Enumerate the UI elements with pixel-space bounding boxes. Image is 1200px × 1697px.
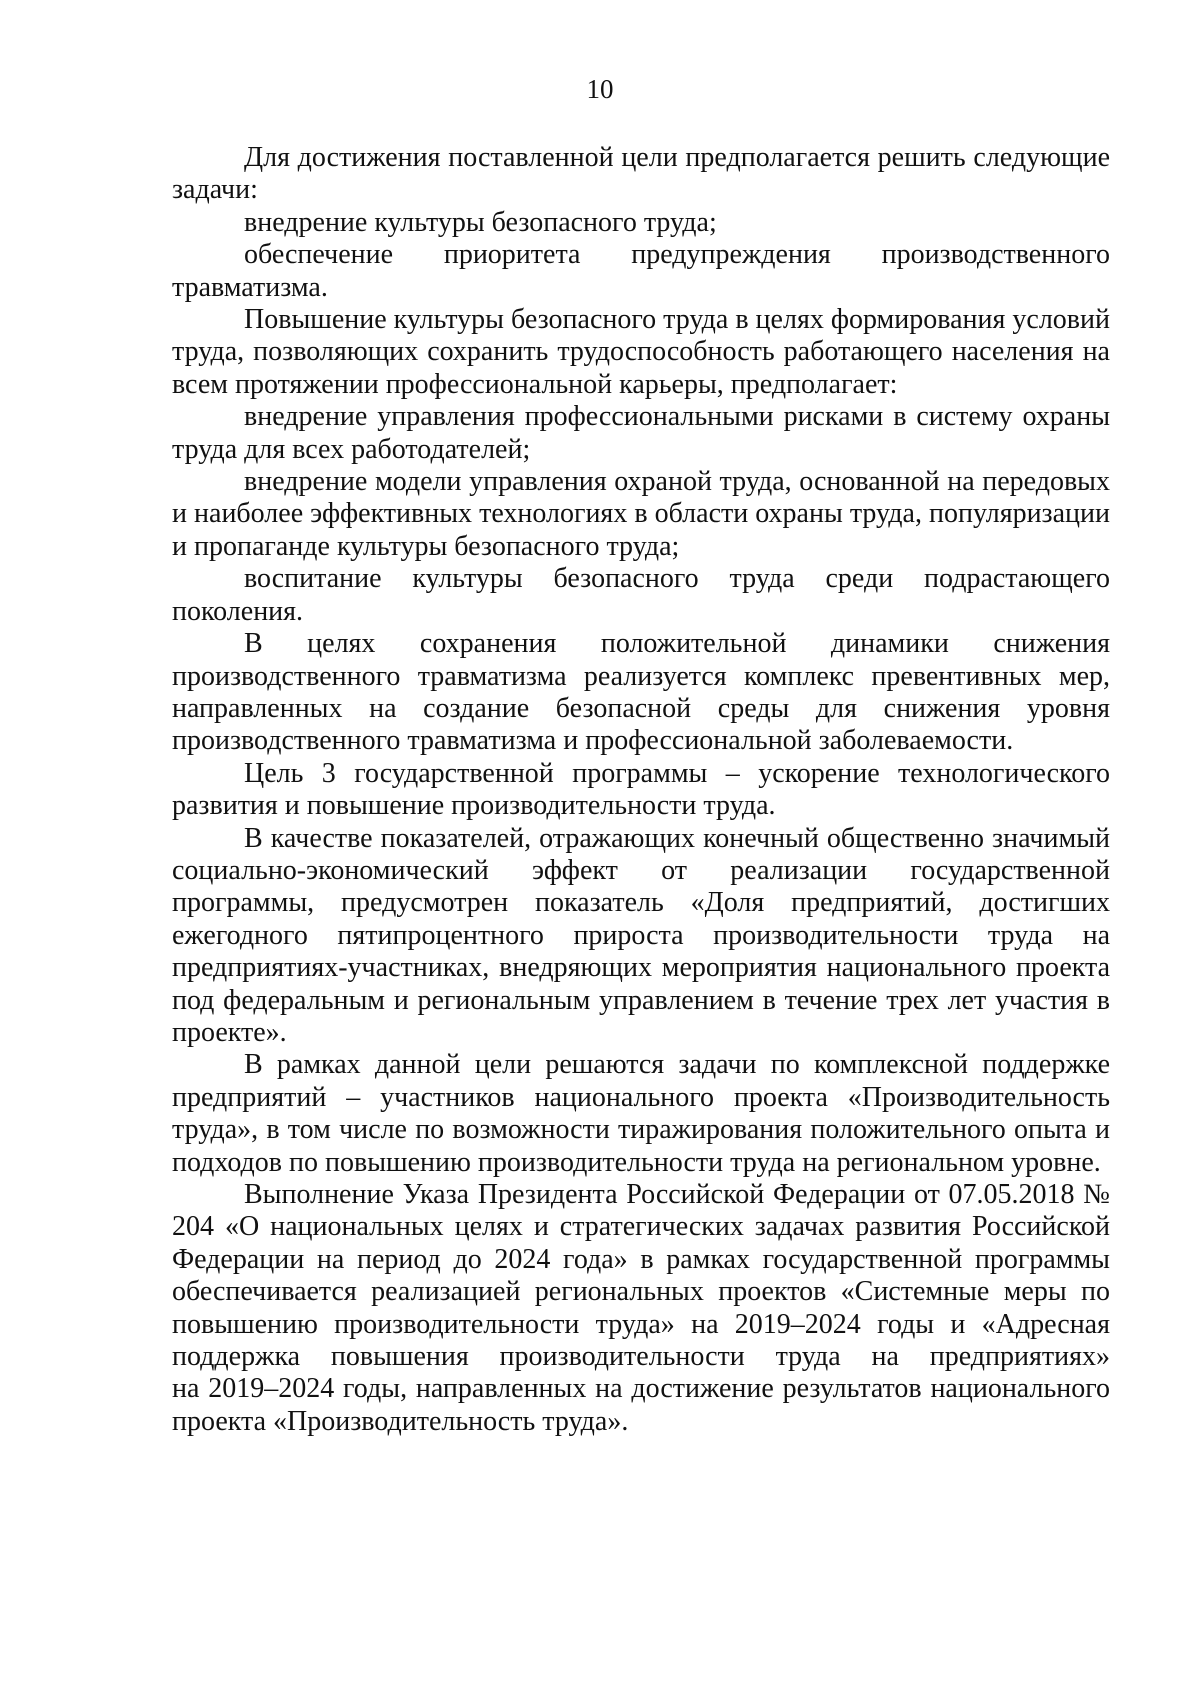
paragraph-decree: Выполнение Указа Президента Российской Федерации от 07.05.2018 № 204 «О национальных целях и стратегических задачах развития Российской Федерации на период до 2024 года» в рамках государственной программы обеспечивается реализацией региональных проектов «Системные меры по повышению производительности труда» на 2019–2024 годы и «Адресная поддержка повышения производительности труда на предприятиях» xyxy=(172,1179,1110,1373)
paragraph-task-priority: обеспечение приоритета предупреждения производственного травматизма. xyxy=(172,239,1110,303)
paragraph-tasks-intro: Для достижения поставленной цели предполагается решить следующие задачи: xyxy=(172,142,1110,206)
paragraph-education: воспитание культуры безопасного труда среди подрастающего поколения. xyxy=(172,563,1110,627)
paragraph-preventive-measures: В целях сохранения положительной динамики снижения производственного травматизма реализуется комплекс превентивных мер, направленных на создание безопасной среды для снижения уровня производственного травматизма и профессиональной заболеваемости. xyxy=(172,628,1110,757)
document-body xyxy=(172,142,1110,1438)
paragraph-decree-continuation: на 2019–2024 годы, направленных на достижение результатов национального проекта «Производительность труда». xyxy=(172,1373,1110,1437)
page-number: 10 xyxy=(586,74,614,104)
paragraph-risk-management: внедрение управления профессиональными рисками в систему охраны труда для всех работодателей; xyxy=(172,401,1110,465)
paragraph-task-culture: внедрение культуры безопасного труда; xyxy=(244,206,717,238)
paragraph-indicators: В качестве показателей, отражающих конечный общественно значимый социально-экономический эффект от реализации государственной программы, предусмотрен показатель «Доля предприятий, достигших ежегодного пятипроцентного прироста производительности труда на предприятиях-участниках, внедряющих мероприятия национального проекта под федеральным и региональным управлением в течение трех лет участия в проекте». xyxy=(172,822,1110,1048)
paragraph-support-tasks: В рамках данной цели решаются задачи по комплексной поддержке предприятий – участников национального проекта «Производительность труда», в том числе по возможности тиражирования положительного опыта и подходов по повышению производительности труда на региональном уровне. xyxy=(172,1049,1110,1178)
paragraph-culture-improvement: Повышение культуры безопасного труда в целях формирования условий труда, позволяющих сохранить трудоспособность работающего населения на всем протяжении профессиональной карьеры, предполагает: xyxy=(172,304,1110,400)
paragraph-management-model: внедрение модели управления охраной труда, основанной на передовых и наиболее эффективных технологиях в области охраны труда, популяризации и пропаганде культуры безопасного труда; xyxy=(172,466,1110,562)
paragraph-goal-3: Цель 3 государственной программы – ускорение технологического развития и повышение производительности труда. xyxy=(172,757,1110,822)
